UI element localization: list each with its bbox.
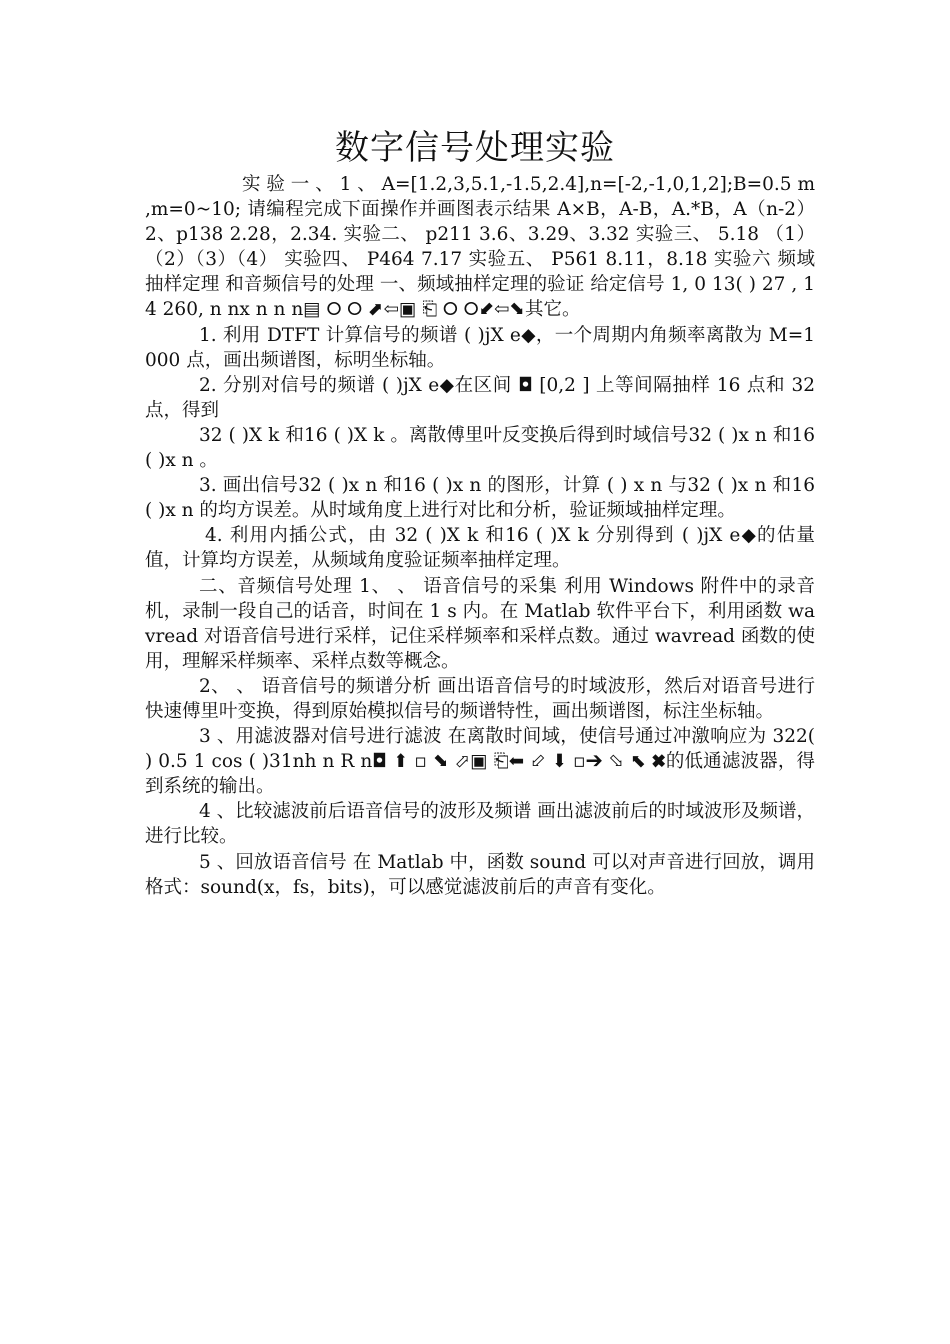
paragraph-audio-spectrum: 2、 、 语音信号的频谱分析 画出语音信号的时域波形，然后对语音号进行快速傅里叶变换，得到原始模拟信号的频谱特性，画出频谱图，标注坐标轴。 [145,675,815,722]
paragraph-intro: 实 验 一 、 1 、 A=[1.2,3,5.1,-1.5,2.4],n=[-2,-1,0,1,2];B=0.5 m ,m=0~10; 请编程完成下面操作并画图表示结果 A×B，A-B，A.*B，A（n-2） 2、p138 2.28，2.34. 实验二、 p211 3.6、3.29、3.32 实验三、 5.18 （1）（2）（3）（4） 实验四、 P464 7.17 实验五、 P561 8.11，8.18 实验六 频域抽样定理 和音频信号的处理 一、频域抽样定理的验证 给定信号 1, 0 13( ) 27 , 14 260, n nx n n n▤ ⭘ ⭘ ⬈⇦▣ ⎗ ⭘ ⭘⬋⇦⬊其它。 [145,174,815,321]
paragraph-step-3: 3. 画出信号32 ( )x n 和16 ( )x n 的图形，计算 ( ) x n 与32 ( )x n 和16 ( )x n 的均方误差。从时域角度上进行对比和分析，验证频域抽样定理。 [145,475,815,522]
paragraph-step-4: 4. 利用内插公式，由 32 ( )X k 和16 ( )X k 分别得到 ( )jX e◆的估量值，计算均方误差，从频域角度验证频率抽样定理。 [145,525,815,572]
paragraph-audio-filter: 3 、用滤波器对信号进行滤波 在离散时间域，使信号通过冲激响应为 322( ) 0.5 1 cos ( )31nh n R n◘ ⬆ ▫ ⬊ ⬀▣ ⎗⬅ ⬃ ⬇ ▫➔ ⬂ ⬉ ✖的低通滤波器，得到系统的输出。 [145,726,815,798]
document-body [145,172,815,900]
paragraph-audio-compare: 4 、比较滤波前后语音信号的波形及频谱 画出滤波前后的时域波形及频谱，进行比较。 [145,801,815,848]
paragraph-audio-playback: 5 、回放语音信号 在 Matlab 中，函数 sound 可以对声音进行回放，调用格式：sound(x，fs，bits)，可以感觉滤波前后的声音有变化。 [145,851,815,898]
paragraph-audio-capture: 二、音频信号处理 1、 、 语音信号的采集 利用 Windows 附件中的录音机，录制一段自己的话音，时间在 1 s 内。在 Matlab 软件平台下，利用函数 wavread 对语音信号进行采样，记住采样频率和采样点数。通过 wavread 函数的使用，理解采样频率、采样点数等概念。 [145,575,815,672]
paragraph-step-2: 2. 分别对信号的频谱 ( )jX e◆在区间 ◘ [0,2 ] 上等间隔抽样 16 点和 32 点，得到 [145,374,815,421]
paragraph-step-2-continued: 32 ( )X k 和16 ( )X k 。离散傅里叶反变换后得到时域信号32 ( )x n 和16 ( )x n 。 [145,424,815,472]
paragraph-step-1: 1. 利用 DTFT 计算信号的频谱 ( )jX e◆，一个周期内角频率离散为 M=1000 点，画出频谱图，标明坐标轴。 [145,324,815,371]
document-title: 数字信号处理实验 [335,128,615,168]
